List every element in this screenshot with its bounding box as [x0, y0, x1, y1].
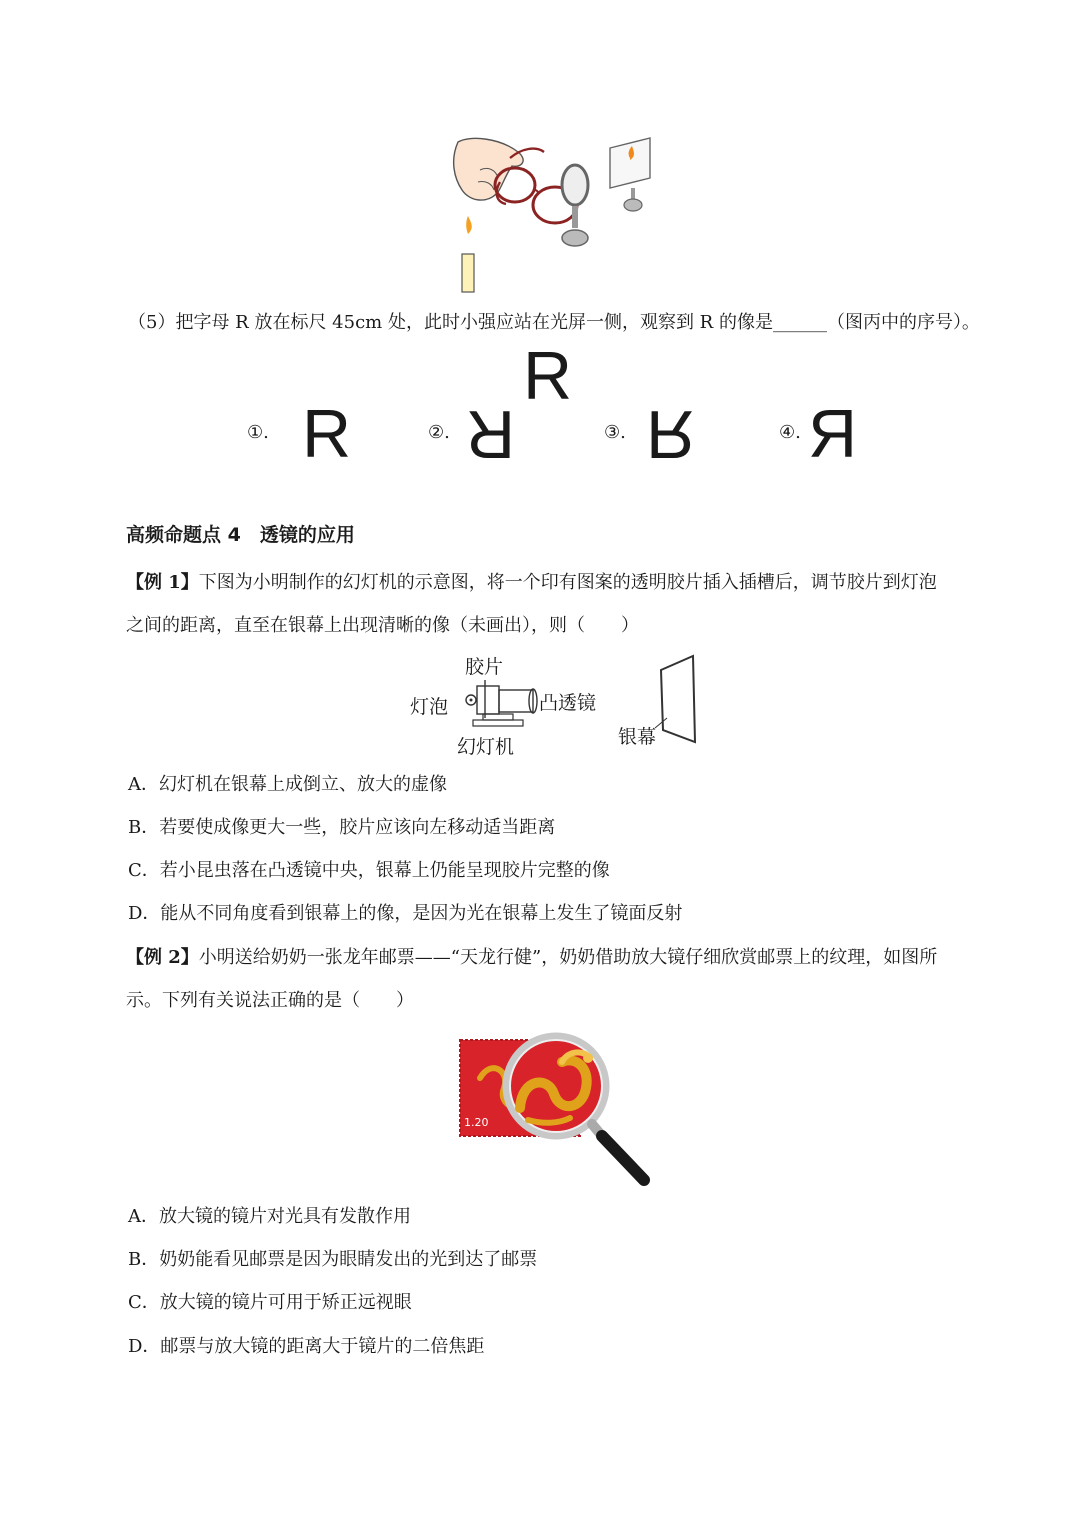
glasses-lens-experiment-figure [440, 130, 670, 295]
ex1-tag: 【例 1】 [126, 572, 199, 593]
label-projector: 幻灯机 [457, 736, 515, 758]
ex1-option-d: D．能从不同角度看到银幕上的像，是因为光在银幕上发生了镜面反射 [128, 903, 683, 924]
q5-option-1-label: ①. [247, 422, 269, 443]
q5-option-3-letter: R [646, 396, 696, 472]
q5-option-2-letter: R [466, 396, 516, 472]
q5-option-3-label: ③. [604, 422, 626, 443]
ex2-line-1-text: 小明送给奶奶一张龙年邮票——“天龙行健”，奶奶借助放大镜仔细欣赏邮票上的纹理，如图所 [198, 947, 938, 968]
stamp-value: 1.20 [464, 1116, 489, 1129]
q5-top-letter-r: R [523, 338, 573, 414]
label-bulb: 灯泡 [410, 696, 449, 718]
stamp-magnifier-figure [458, 1028, 658, 1193]
projector-diagram [405, 650, 705, 760]
ex1-option-c: C．若小昆虫落在凸透镜中央，银幕上仍能呈现胶片完整的像 [128, 860, 610, 881]
ex1-option-b: B．若要使成像更大一些，胶片应该向左移动适当距离 [128, 817, 556, 838]
ex1-line-2: 之间的距离，直至在银幕上出现清晰的像（未画出），则（ ） [126, 615, 639, 636]
label-film: 胶片 [465, 656, 504, 678]
q5-option-1-letter: R [302, 396, 352, 472]
ex2-option-c: C．放大镜的镜片可用于矫正远视眼 [128, 1292, 412, 1313]
ex2-line-1 [126, 945, 937, 971]
q5-option-4-letter: R [808, 396, 858, 472]
ex2-line-2: 示。下列有关说法正确的是（ ） [126, 990, 414, 1011]
label-convex-lens: 凸透镜 [539, 692, 597, 714]
q5-option-2-label: ②. [428, 422, 450, 443]
ex1-option-a: A．幻灯机在银幕上成倒立、放大的虚像 [128, 774, 447, 795]
section-heading: 高频命题点 4 透镜的应用 [126, 524, 355, 546]
ex2-option-d: D．邮票与放大镜的距离大于镜片的二倍焦距 [128, 1336, 485, 1357]
ex1-line-1-text: 下图为小明制作的幻灯机的示意图，将一个印有图案的透明胶片插入插槽后，调节胶片到灯泡 [198, 572, 937, 593]
q5-option-4-label: ④. [779, 422, 801, 443]
q5-question-text: （5）把字母 R 放在标尺 45cm 处，此时小强应站在光屏一侧，观察到 R 的像是______（图丙中的序号）。 [128, 312, 980, 333]
ex2-tag: 【例 2】 [126, 947, 199, 968]
ex2-option-b: B．奶奶能看见邮票是因为眼睛发出的光到达了邮票 [128, 1249, 538, 1270]
ex2-option-a: A．放大镜的镜片对光具有发散作用 [128, 1206, 411, 1227]
ex1-line-1 [126, 570, 937, 596]
stamp-magnifier-drawing [458, 1028, 658, 1193]
label-screen: 银幕 [618, 726, 657, 748]
